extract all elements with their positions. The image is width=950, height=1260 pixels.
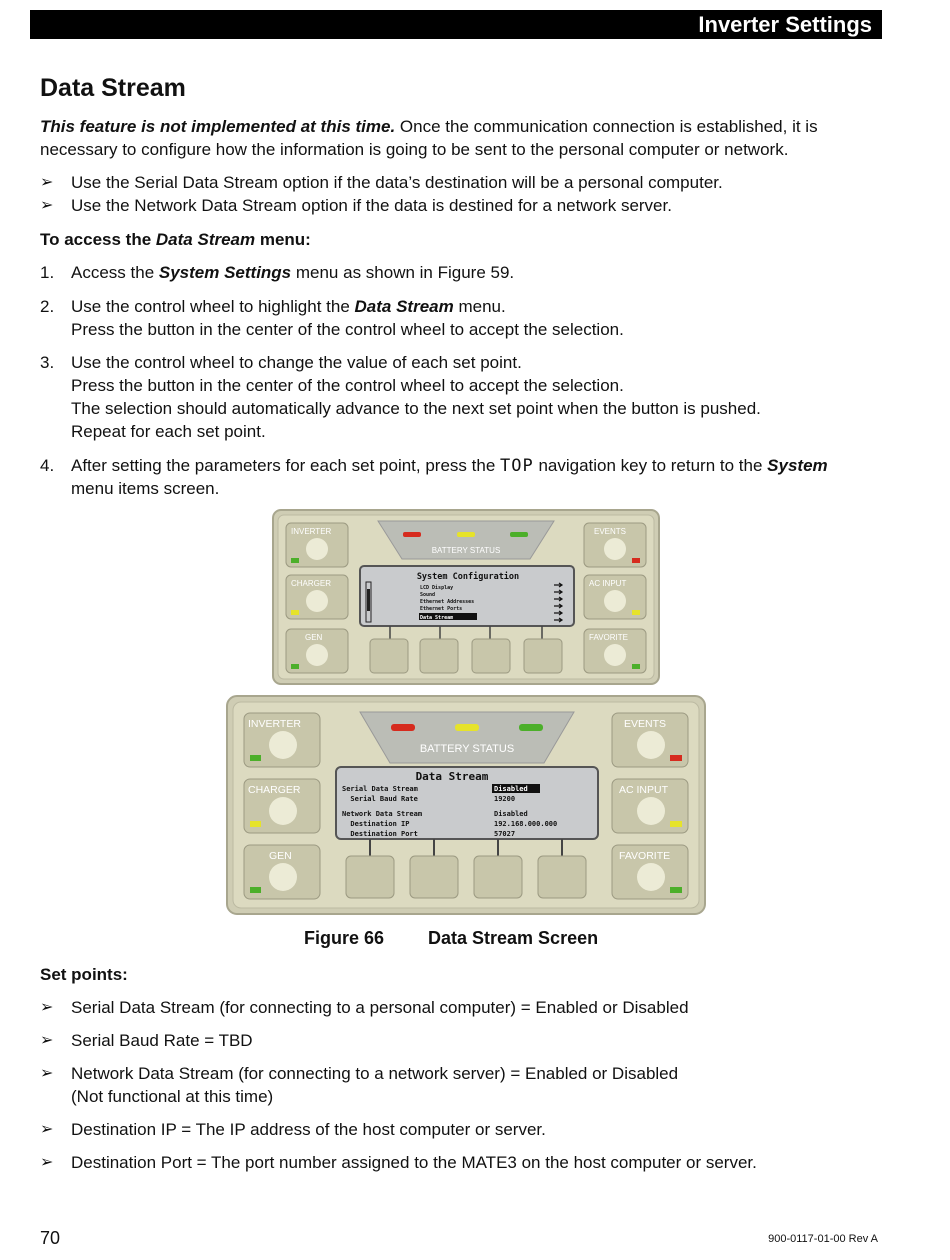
led-green [510, 532, 528, 537]
setpoint-destination-ip: Destination IP = The IP address of the host computer or server. [71, 1120, 546, 1139]
bullet-marker: ➢ [40, 197, 54, 214]
battery-status-label: BATTERY STATUS [431, 546, 501, 555]
lcd-row-label: Serial Baud Rate [342, 795, 418, 803]
intro-text: Once the communication connection is established, it is [395, 117, 818, 136]
not-implemented-note: This feature is not implemented at this time. [40, 117, 396, 136]
lcd-title: System Configuration [416, 572, 520, 582]
header-bar [30, 10, 882, 39]
battery-status-label: BATTERY STATUS [419, 743, 515, 755]
bullet-marker: ➢ [40, 1065, 54, 1082]
setpoint-baud-rate: Serial Baud Rate = TBD [71, 1031, 253, 1050]
lcd-row-label: Serial Data Stream [342, 785, 418, 793]
ac-input-label: AC INPUT [619, 784, 669, 796]
soft-key [346, 856, 394, 898]
step-3-line-2: Press the button in the center of the control wheel to accept the selection. [71, 376, 624, 395]
figure-number: Figure 66 [304, 928, 385, 948]
setpoint-destination-port: Destination Port = The port number assigned to the MATE3 on the host computer or server. [71, 1153, 757, 1172]
step-number: 2. [40, 297, 55, 316]
bullet-marker: ➢ [40, 999, 54, 1016]
bullet-marker: ➢ [40, 1121, 54, 1138]
setpoint-network-note: (Not functional at this time) [71, 1087, 274, 1106]
figure-title: Data Stream Screen [428, 928, 599, 948]
setpoint-network-stream: Network Data Stream (for connecting to a network server) = Enabled or Disabled [71, 1064, 679, 1083]
soft-key [420, 639, 458, 673]
step-1: Access the System Settings menu as shown in Figure 59. [71, 263, 515, 282]
ac-input-label: AC INPUT [589, 579, 627, 588]
setpoint-serial-stream: Serial Data Stream (for connecting to a personal computer) = Enabled or Disabled [71, 998, 689, 1017]
lcd-row-label: Destination IP [342, 820, 410, 828]
soft-key [538, 856, 586, 898]
lcd-item: LCD Display [420, 585, 454, 591]
step-number: 3. [40, 353, 55, 372]
gen-label: GEN [305, 633, 323, 642]
soft-key [524, 639, 562, 673]
inverter-label: INVERTER [291, 527, 332, 536]
step-4: After setting the parameters for each set point, press the TOP navigation key to return to the System [71, 456, 828, 476]
soft-key [474, 856, 522, 898]
lcd-row-value: 57027 [494, 830, 516, 838]
access-heading: To access the Data Stream menu: [40, 230, 311, 249]
bullet-marker: ➢ [40, 1154, 54, 1171]
bullet-network-option: Use the Network Data Stream option if the data is destined for a network server. [71, 196, 672, 215]
led-yellow [457, 532, 475, 537]
led-red [391, 724, 415, 731]
section-title: Data Stream [40, 74, 186, 102]
charger-label: CHARGER [248, 784, 301, 796]
soft-key [472, 639, 510, 673]
mate3-system-config-figure [272, 509, 662, 687]
inverter-label: INVERTER [248, 718, 301, 730]
lcd-row-value: 19200 [494, 795, 516, 803]
top-key-label: TOP [500, 456, 534, 476]
favorite-label: FAVORITE [619, 850, 671, 862]
lcd-item: Ethernet Addresses [420, 599, 475, 605]
lcd-title: Data Stream [415, 770, 489, 783]
lcd-row-label: Network Data Stream [342, 810, 423, 818]
lcd-row-value-selected: Disabled [494, 785, 528, 793]
lcd-item: Sound [420, 592, 436, 598]
lcd-row-value: 192.168.000.000 [494, 820, 558, 828]
charger-label: CHARGER [291, 579, 332, 588]
step-2: Use the control wheel to highlight the Data Stream menu. [71, 297, 506, 316]
soft-key [370, 639, 408, 673]
page-number: 70 [40, 1228, 61, 1248]
step-4-line-2: menu items screen. [71, 479, 220, 498]
step-3-line-3: The selection should automatically advance to the next set point when the button is pushed. [71, 399, 761, 418]
events-label: EVENTS [594, 527, 627, 536]
led-red [403, 532, 421, 537]
intro-line-2: necessary to configure how the information is going to be sent to the personal computer or network. [40, 140, 789, 159]
setpoints-heading: Set points: [40, 965, 128, 984]
mate3-data-stream-figure [226, 695, 708, 917]
favorite-label: FAVORITE [589, 633, 628, 642]
step-number: 4. [40, 456, 55, 475]
bullet-marker: ➢ [40, 174, 54, 191]
lcd-row-value: Disabled [494, 810, 528, 818]
led-yellow [455, 724, 479, 731]
intro-line-1 [40, 115, 880, 138]
step-number: 1. [40, 263, 55, 282]
events-label: EVENTS [624, 718, 667, 730]
document-number: 900-0117-01-00 Rev A [768, 1233, 878, 1245]
soft-key [410, 856, 458, 898]
lcd-item: Ethernet Ports [420, 606, 463, 612]
step-3-line-1: Use the control wheel to change the value of each set point. [71, 353, 522, 372]
step-2-line-2: Press the button in the center of the control wheel to accept the selection. [71, 320, 624, 339]
bullet-serial-option: Use the Serial Data Stream option if the data’s destination will be a personal computer. [71, 173, 723, 192]
header-title: Inverter Settings [698, 12, 872, 37]
led-green [519, 724, 543, 731]
gen-label: GEN [269, 850, 292, 862]
lcd-item-selected: Data Stream [420, 615, 454, 621]
lcd-row-label: Destination Port [342, 830, 418, 838]
bullet-marker: ➢ [40, 1032, 54, 1049]
step-3-line-4: Repeat for each set point. [71, 422, 266, 441]
